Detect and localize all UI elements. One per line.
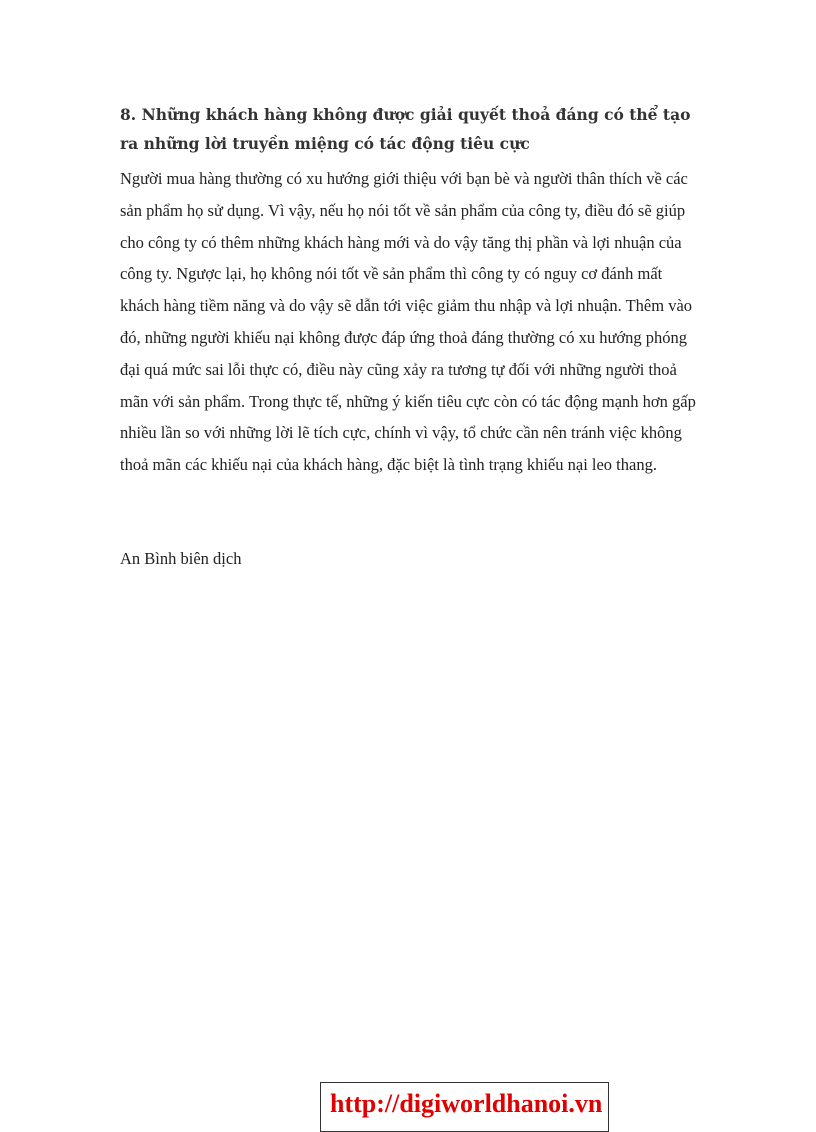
section-heading: 8. Những khách hàng không được giải quyết thoả đáng có thể tạo ra những lời truyền miệng có tác động tiêu cực bbox=[120, 105, 691, 153]
article-paragraph: Người mua hàng thường có xu hướng giới thiệu với bạn bè và người thân thích về các sản phẩm họ sử dụng. Vì vậy, nếu họ nói tốt về sản phẩm của công ty, điều đó sẽ giúp cho công ty có thêm những khách hàng mới và do vậy tăng thị phần và lợi nhuận của công ty. Ngược lại, họ không nói tốt về sản phẩm thì công ty có nguy cơ đánh mất khách hàng tiềm năng và do vậy sẽ dẫn tới việc giảm thu nhập và lợi nhuận. Thêm vào đó, những người khiếu nại không được đáp ứng thoả đáng thường có xu hướng phóng đại quá mức sai lỗi thực có, điều này cũng xảy ra tương tự đối với những người thoả mãn với sản phẩm. Trong thực tế, những ý kiến tiêu cực còn có tác động mạnh hơn gấp nhiều lần so với những lời lẽ tích cực, chính vì vậy, tổ chức cần nên tránh việc không thoả mãn các khiếu nại của khách hàng, đặc biệt là tình trạng khiếu nại leo thang. bbox=[120, 169, 696, 475]
website-link[interactable]: http://digiworldhanoi.vn bbox=[330, 1089, 603, 1118]
translator-signature: An Bình biên dịch bbox=[120, 549, 242, 568]
